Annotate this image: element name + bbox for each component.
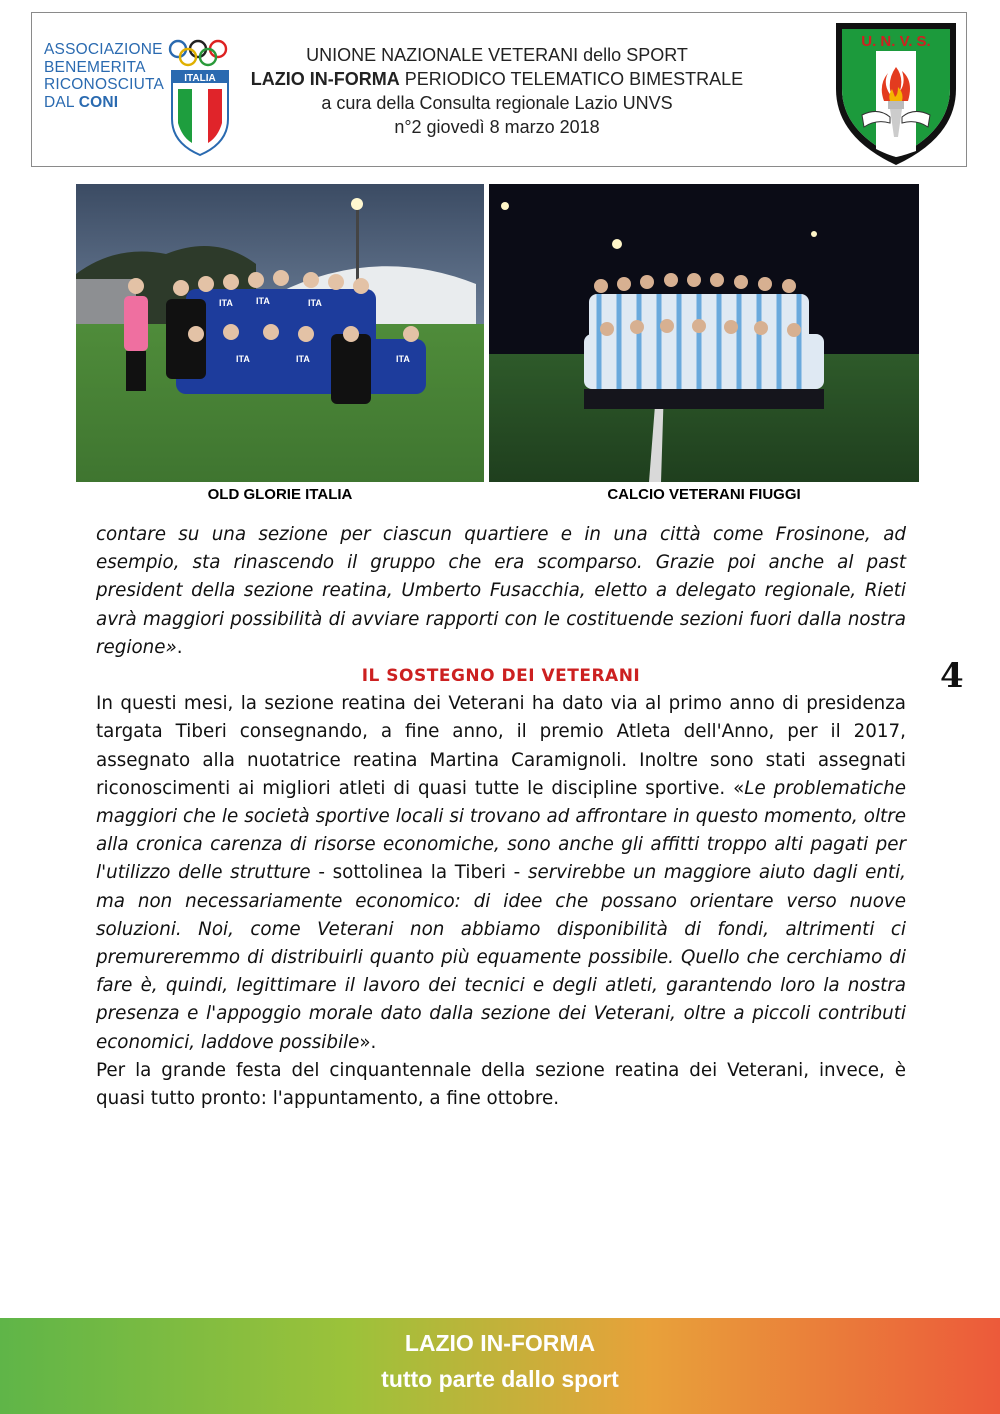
svg-text:ITA: ITA bbox=[396, 354, 410, 364]
paragraph-text: In questi mesi, la sezione reatina dei Veterani ha dato via al primo anno di presidenza targata Tiberi consegnando, a fine anno, il premio Atleta dell'Anno, per il 2017, assegnato alla nuotatrice reatina Martina Caramignoli. Inoltre sono stati assegnati riconoscimenti ai migliori atleti di quasi tutte le discipline sportive. « bbox=[96, 693, 906, 799]
masthead bbox=[31, 12, 967, 167]
masthead-line3: a cura della Consulta regionale Lazio UNVS bbox=[321, 93, 673, 113]
article-paragraph bbox=[96, 690, 906, 1057]
svg-text:ITA: ITA bbox=[236, 354, 250, 364]
coni-line-prefix: DAL bbox=[44, 93, 79, 111]
article-paragraph: Per la grande festa del cinquantennale della sezione reatina dei Veterani, invece, è quasi tutto pronto: l'appuntamento, a fine ottobre. bbox=[96, 1059, 906, 1110]
coni-line bbox=[44, 94, 174, 112]
footer-slogan: tutto parte dallo sport bbox=[381, 1366, 619, 1392]
paragraph-end: . bbox=[176, 636, 183, 658]
masthead-line2 bbox=[247, 67, 747, 91]
coni-line-bold: CONI bbox=[78, 93, 119, 111]
page-number: 4 bbox=[940, 656, 964, 696]
svg-text:ITA: ITA bbox=[296, 354, 310, 364]
svg-text:ITA: ITA bbox=[308, 298, 322, 308]
publication-type: PERIODICO TELEMATICO BIMESTRALE bbox=[399, 69, 744, 89]
photo-caption: CALCIO VETERANI FIUGGI bbox=[607, 486, 801, 503]
coni-association-label bbox=[44, 41, 174, 111]
footer-banner bbox=[0, 1318, 1000, 1414]
quote-text: Le problematiche maggiori che le società sportive locali si trovano ad affrontare in questo momento, oltre alla cronica carenza di risorse economiche, sono anche gli affitti troppo alti pagati per l'utilizzo delle strutture bbox=[96, 777, 906, 884]
photo-caption: OLD GLORIE ITALIA bbox=[207, 486, 353, 503]
quote-text: servirebbe un maggiore aiuto dagli enti, ma non necessariamente economico: di idee che possano orientare verso nuove soluzioni. Noi, come Veterani non abbiamo disponibilità di fondi, altrimenti ci premureremmo di distribuirli quanto più equamente possibile. Quello che cerchiamo di fare è, quindi, legittimare il lavoro dei tecnici e degli atleti, garantendo loro la nostra presenza e l'appoggio morale dato dalla sezione dei Veterani, oltre a piccoli contributi economici, laddove possibile bbox=[96, 862, 906, 1053]
footer-title: LAZIO IN-FORMA bbox=[404, 1330, 596, 1356]
coni-line: RICONOSCIUTA bbox=[44, 76, 165, 93]
issue-date: n°2 giovedì 8 marzo 2018 bbox=[394, 117, 600, 137]
section-heading: IL SOSTEGNO DEI VETERANI bbox=[361, 666, 641, 687]
coni-line: BENEMERITA bbox=[44, 58, 146, 76]
photo-old-glorie-italia bbox=[76, 184, 484, 482]
svg-text:ITA: ITA bbox=[256, 296, 270, 306]
paragraph-end: ». bbox=[359, 1031, 377, 1053]
masthead-line1: UNIONE NAZIONALE VETERANI dello SPORT bbox=[306, 45, 688, 65]
photo-calcio-veterani-fiuggi bbox=[489, 184, 919, 482]
article-body bbox=[96, 521, 906, 1113]
masthead-text bbox=[247, 43, 747, 139]
paragraph-text: - sottolinea la Tiberi - bbox=[310, 862, 528, 884]
article-paragraph bbox=[96, 521, 906, 662]
unvs-badge-text: U. N. V. S. bbox=[861, 33, 931, 50]
coni-italia-logo bbox=[168, 39, 232, 159]
coni-line: ASSOCIAZIONE bbox=[44, 41, 163, 58]
publication-name: LAZIO IN-FORMA bbox=[250, 69, 400, 89]
unvs-shield-logo bbox=[832, 19, 960, 169]
quote-text: contare su una sezione per ciascun quartiere e in una città come Frosinone, ad esempio, sta rinascendo il gruppo che era scomparso. Grazie poi anche al past president della sezione reatina, Umberto Fusacchia, eletto a delegato regionale, Rieti avrà maggiori possibilità di avviare rapporti con le costituende sezioni fuori dalla nostra regione» bbox=[96, 524, 906, 658]
svg-text:ITA: ITA bbox=[219, 298, 233, 308]
coni-badge-text: ITALIA bbox=[184, 73, 216, 84]
